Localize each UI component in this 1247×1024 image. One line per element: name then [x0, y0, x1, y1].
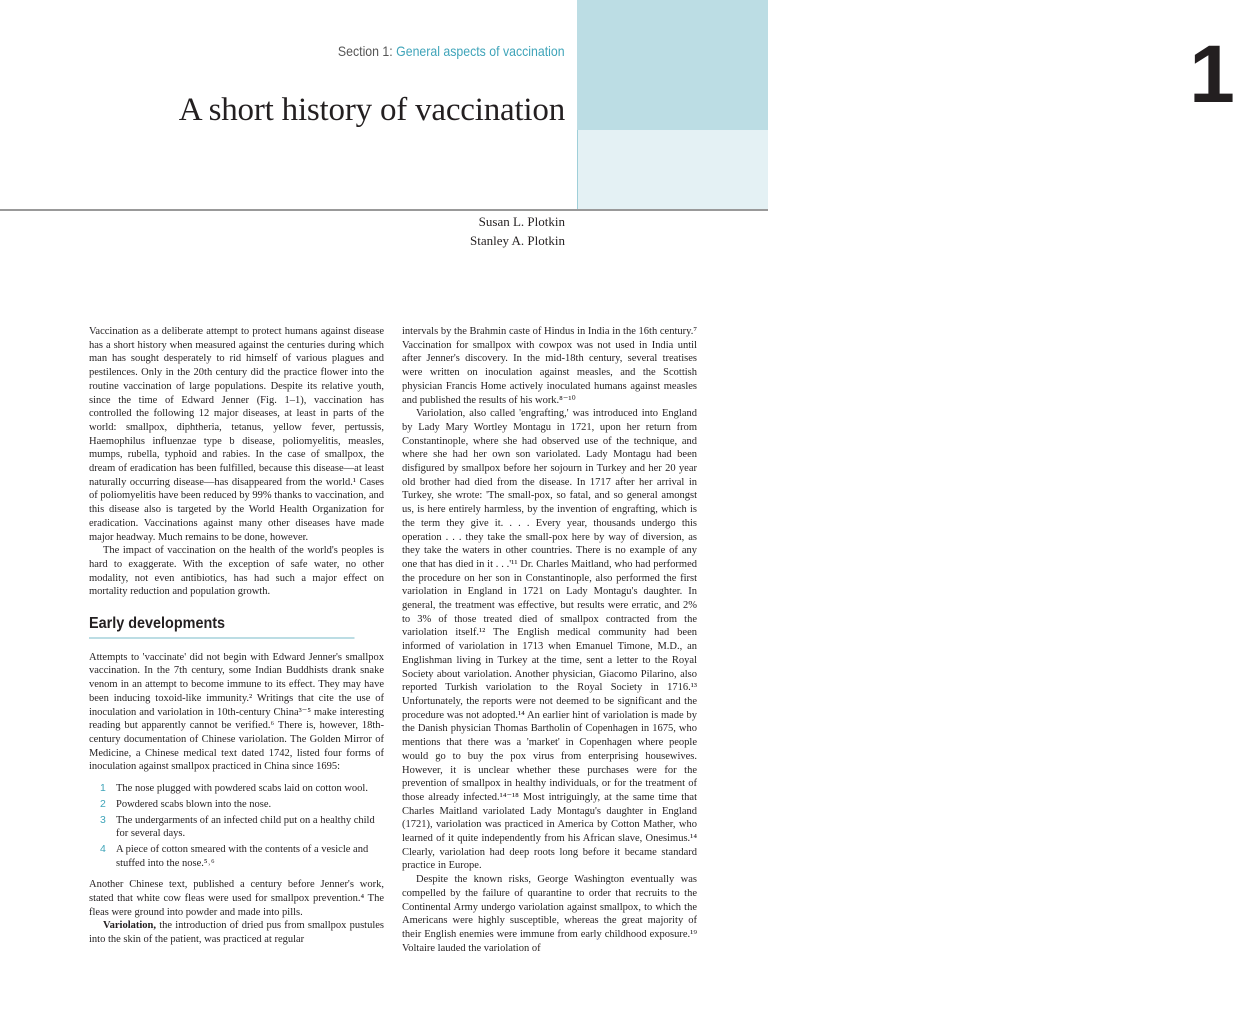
list-item-text: The undergarments of an infected child put on a healthy child for several days. — [116, 814, 375, 840]
variolation-term: Variolation, — [103, 920, 156, 932]
author-name: Susan L. Plotkin — [478, 214, 565, 229]
list-number: 4 — [100, 842, 106, 855]
variolation-text: the introduction of dried pus from smallpox pustules into the skin of the patient, was practiced at regular — [89, 920, 384, 946]
section-label — [338, 43, 565, 59]
list-item-text: The nose plugged with powdered scabs laid on cotton wool. — [116, 783, 368, 795]
paragraph-brahmin: intervals by the Brahmin caste of Hindus in India in the 16th century.⁷ Vaccination for smallpox with cowpox was not used in India until after Jenner's discovery. In the mid-18th century, several treatises were written on inoculation against measles, and the Scottish physician Francis Home actively inoculated humans against measles and published the results of his work.⁸⁻¹⁰ — [402, 326, 697, 406]
chapter-number: 1 — [1189, 29, 1235, 120]
paragraph-intro: Vaccination as a deliberate attempt to protect humans against disease has a short history when measured against the centuries during which man has sought desperately to rid himself of various plagues and pestilences. Only in the 20th century did the practice flower into the routine vaccination of large populations. Despite its relative youth, since the time of Edward Jenner (Fig. 1–1), vaccination has controlled the following 12 major diseases, at least in parts of the world: smallpox, diphtheria, tetanus, yellow fever, pertussis, Haemophilus influenzae type b disease, poliomyelitis, measles, mumps, rubella, typhoid and rabies. In the case of smallpox, the dream of eradication has been fulfilled, because this disease—at least naturally occurring disease—has disappeared from the world.¹ Cases of poliomyelitis have been reduced by 99% thanks to vaccination, and this disease also is targeted by the World Health Organization for eradication. Vaccinations against many other diseases have made major headway. Much remains to be done, however. — [89, 326, 384, 543]
right-column — [402, 325, 697, 955]
chapter-title: A short history of vaccination — [178, 92, 565, 128]
author-list — [470, 212, 565, 250]
list-item-text: Powdered scabs blown into the nose. — [116, 798, 272, 810]
list-item — [89, 782, 384, 796]
list-number: 3 — [100, 813, 106, 826]
inoculation-methods-list — [89, 782, 384, 870]
list-number: 2 — [100, 797, 106, 810]
paragraph-variolation — [89, 919, 384, 946]
list-item — [89, 814, 384, 841]
header-divider — [0, 209, 768, 211]
author-name: Stanley A. Plotkin — [470, 233, 565, 248]
chapter-block-lower — [577, 130, 768, 210]
left-column — [89, 325, 384, 947]
list-number: 1 — [100, 782, 106, 795]
paragraph-early-2: Another Chinese text, published a century before Jenner's work, stated that white cow fleas were used for smallpox prevention.⁴ The fleas were ground into powder and made into pills. — [89, 879, 384, 918]
paragraph-washington: Despite the known risks, George Washington eventually was compelled by the failure of quarantine to order that recruits to the Continental Army undergo variolation against smallpox, to which the Americans were highly susceptible, whereas the great majority of their English enemies were immune from early childhood exposure.¹⁹ Voltaire lauded the variolation of — [402, 874, 697, 954]
section-prefix: Section 1: — [338, 43, 394, 59]
list-item — [89, 843, 384, 870]
paragraph-engrafting: Variolation, also called 'engrafting,' was introduced into England by Lady Mary Wortley Montagu in 1721, upon her return from Constantinople, where she had observed use of the technique, and where she had her own son variolated. Lady Montagu had been disfigured by smallpox before her sojourn in Turkey and her 20 year old brother had died from the disease. In 1717 after her arrival in Turkey, she wrote: 'The small-pox, so fatal, and so general amongst us, is here entirely harmless, by the invention of engrafting, which is the term they give it. . . . Every year, thousands undergo this operation . . . they take the small-pox here by way of diversion, as they take the waters in other countries. There is no example of any one that has died in it . . .'¹¹ Dr. Charles Maitland, who had performed the procedure on her son in Constantinople, also performed the first variolation in England in 1721 on Lady Montagu's daughter. In general, the treatment was effective, but results were erratic, and 2% to 3% of those treated died of smallpox contracted from the variolation itself.¹² The English medical community had been informed of variolation in 1713 when Emanuel Timone, M.D., an Englishman living in Turkey at the time, sent a letter to the Royal Society about variolation. Another physician, Giacomo Pilarino, also reported Turkish variolation to the Royal Society in 1716.¹³ Unfortunately, the reports were not deemed to be significant and the procedure was not adopted.¹⁴ An earlier hint of variolation is made by the Danish physician Thomas Bartholin of Copenhagen in 1675, who mentions that there was a 'market' in Copenhagen where people would go to buy the pox virus from enterprising housewives. However, it is unclear whether these purchases were for the prevention of smallpox in healthy individuals, or for the treatment of those already infected.¹⁴⁻¹⁸ Most intriguingly, at the same time that Charles Maitland variolated Lady Montagu's daughter in England (1721), variolation was practiced in America by Cotton Mather, who learned of it quite independently from his African slave, Onesimus.¹⁴ Clearly, variolation had deep roots long before it became standard practice in Europe. — [402, 408, 697, 872]
chapter-number-block — [577, 0, 1235, 130]
section-heading-early-developments: Early developments — [89, 617, 355, 639]
list-item — [89, 798, 384, 812]
list-item-text: A piece of cotton smeared with the contents of a vesicle and stuffed into the nose.⁵˒⁶ — [116, 843, 369, 869]
paragraph-early-1: Attempts to 'vaccinate' did not begin with Edward Jenner's smallpox vaccination. In the 7th century, some Indian Buddhists drank snake venom in an attempt to become immune to its effect. They may have been inducing toxoid-like immunity.² Writings that cite the use of inoculation and variolation in 10th-century China³⁻⁵ make interesting reading but apparently cannot be verified.⁶ There is, however, 18th-century documentation of Chinese variolation. The Golden Mirror of Medicine, a Chinese medical text dated 1742, listed four forms of inoculation against smallpox practiced in China since 1695: — [89, 651, 384, 773]
paragraph-impact: The impact of vaccination on the health of the world's peoples is hard to exaggerate. With the exception of safe water, no other modality, not even antibiotics, has had such a major effect on mortality reduction and population growth. — [89, 545, 384, 598]
section-name: General aspects of vaccination — [396, 43, 565, 59]
